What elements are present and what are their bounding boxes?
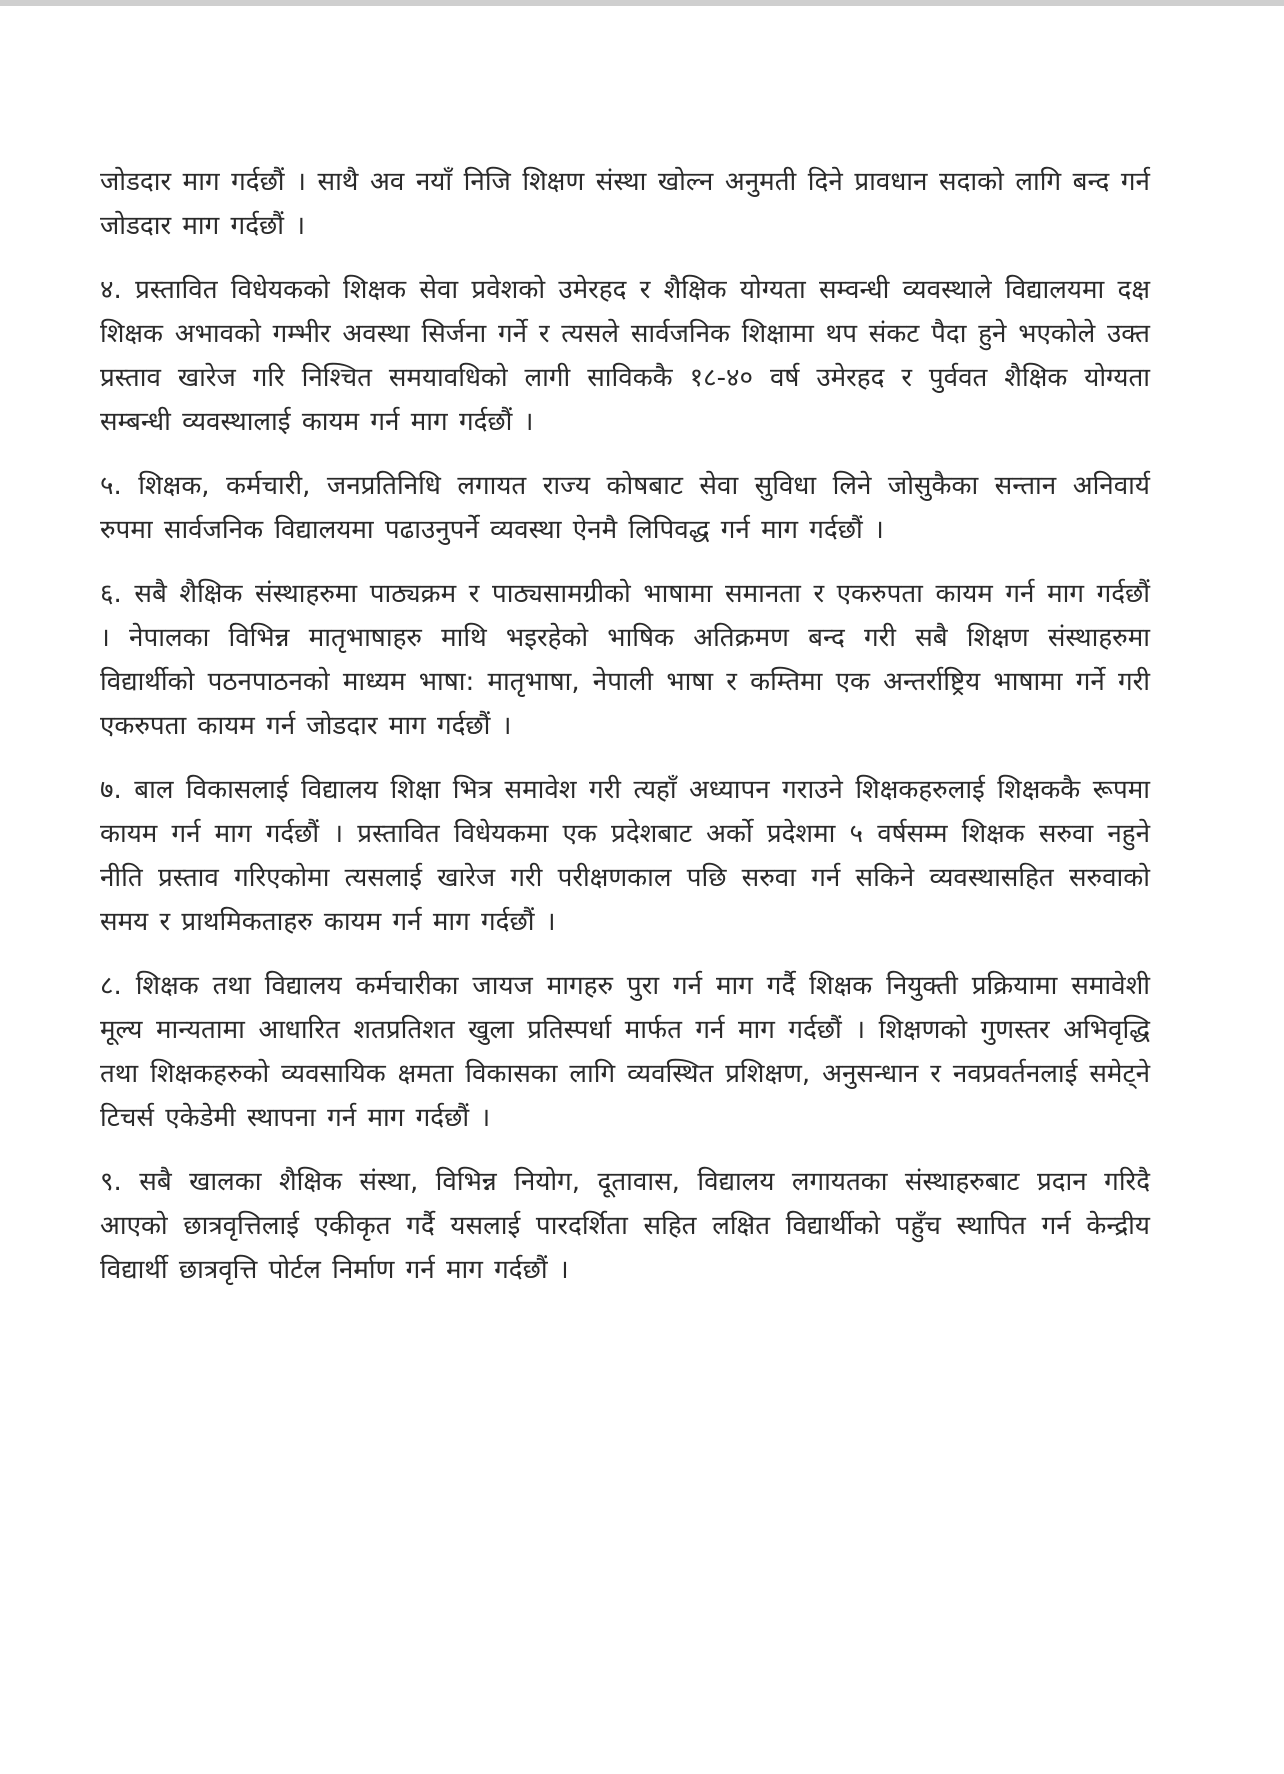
document-body (100, 160, 1150, 1312)
paragraph-item-7: ७. बाल विकासलाई विद्यालय शिक्षा भित्र समावेश गरी त्यहाँ अध्यापन गराउने शिक्षकहरुलाई शिक्षककै रूपमा कायम गर्न माग गर्दछौं । प्रस्तावित विधेयकमा एक प्रदेशबाट अर्को प्रदेशमा ५ वर्षसम्म शिक्षक सरुवा नहुने नीति प्रस्ताव गरिएकोमा त्यसलाई खारेज गरी परीक्षणकाल पछि सरुवा गर्न सकिने व्यवस्थासहित सरुवाको समय र प्राथमिकताहरु कायम गर्न माग गर्दछौं । (100, 775, 1150, 937)
page-top-border (0, 0, 1284, 6)
paragraph-item-5: ५. शिक्षक, कर्मचारी, जनप्रतिनिधि लगायत राज्य कोषबाट सेवा सुविधा लिने जोसुकैका सन्तान अनिवार्य रुपमा सार्वजनिक विद्यालयमा पढाउनुपर्ने व्यवस्था ऐनमै लिपिवद्ध गर्न माग गर्दछौं । (100, 471, 1150, 545)
paragraph-item-4: ४. प्रस्तावित विधेयकको शिक्षक सेवा प्रवेशको उमेरहद र शैक्षिक योग्यता सम्वन्धी व्यवस्थाले विद्यालयमा दक्ष शिक्षक अभावको गम्भीर अवस्था सिर्जना गर्ने र त्यसले सार्वजनिक शिक्षामा थप संकट पैदा हुने भएकोले उक्त प्रस्ताव खारेज गरि निश्चित समयावधिको लागी साविककै १८-४० वर्ष उमेरहद र पुर्ववत शैक्षिक योग्यता सम्बन्धी व्यवस्थालाई कायम गर्न माग गर्दछौं । (100, 275, 1150, 437)
paragraph-continuation: जोडदार माग गर्दछौं । साथै अव नयाँ निजि शिक्षण संस्था खोल्न अनुमती दिने प्रावधान सदाको लागि बन्द गर्न जोडदार माग गर्दछौं । (100, 167, 1150, 241)
paragraph-item-8: ८. शिक्षक तथा विद्यालय कर्मचारीका जायज मागहरु पुरा गर्न माग गर्दै शिक्षक नियुक्ती प्रक्रियामा समावेशी मूल्य मान्यतामा आधारित शतप्रतिशत खुला प्रतिस्पर्धा मार्फत गर्न माग गर्दछौं । शिक्षणको गुणस्तर अभिवृद्धि तथा शिक्षकहरुको व्यवसायिक क्षमता विकासका लागि व्यवस्थित प्रशिक्षण, अनुसन्धान र नवप्रवर्तनलाई समेट्ने टिचर्स एकेडेमी स्थापना गर्न माग गर्दछौं । (100, 971, 1150, 1133)
paragraph-item-6: ६. सबै शैक्षिक संस्थाहरुमा पाठ्यक्रम र पाठ्यसामग्रीको भाषामा समानता र एकरुपता कायम गर्न माग गर्दछौं । नेपालका विभिन्न मातृभाषाहरु माथि भइरहेको भाषिक अतिक्रमण बन्द गरी सबै शिक्षण संस्थाहरुमा विद्यार्थीको पठनपाठनको माध्यम भाषा: मातृभाषा, नेपाली भाषा र कम्तिमा एक अन्तर्राष्ट्रिय भाषामा गर्ने गरी एकरुपता कायम गर्न जोडदार माग गर्दछौं । (100, 579, 1150, 741)
paragraph-item-9: ९. सबै खालका शैक्षिक संस्था, विभिन्न नियोग, दूतावास, विद्यालय लगायतका संस्थाहरुबाट प्रदान गरिदै आएको छात्रवृत्तिलाई एकीकृत गर्दै यसलाई पारदर्शिता सहित लक्षित विद्यार्थीको पहुँच स्थापित गर्न केन्द्रीय विद्यार्थी छात्रवृत्ति पोर्टल निर्माण गर्न माग गर्दछौं । (100, 1167, 1150, 1285)
